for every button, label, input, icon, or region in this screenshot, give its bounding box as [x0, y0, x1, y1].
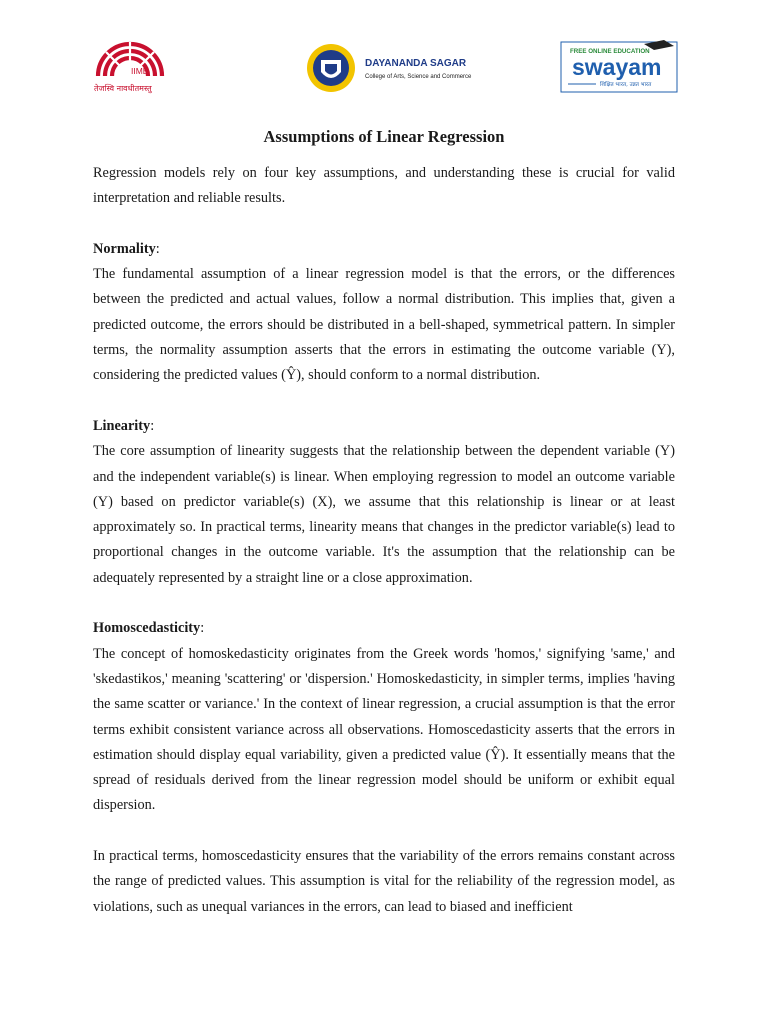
page-header [0, 38, 768, 100]
section-normality-heading: Normality: [93, 240, 160, 257]
document-title: Assumptions of Linear Regression [263, 127, 505, 146]
section-linearity-paragraph: The core assumption of linearity suggests that the relationship between the dependent variable (Y) and the independent variable(s) is linear. When employing regression to model an outcome variable (Y) based on predictor variable(s) (X), we assume that this relationship is linear or at least approximately so. In practical terms, linearity means that changes in the predictor variable(s) lead to proportional changes in the outcome variable. It's the assumption that the relationship can be adequately represented by a straight line or a close approximation. [93, 443, 675, 586]
section-homoscedasticity-heading: Homoscedasticity: [93, 620, 205, 637]
swayam-subtitle: शिक्षित भारत, उन्नत भारत [600, 82, 652, 88]
dayananda-crest-icon [303, 40, 489, 96]
intro-paragraph: Regression models rely on four key assumptions, and understanding these is crucial for valid interpretation and reliable results. [93, 165, 675, 207]
dayananda-sagar-logo [303, 40, 489, 96]
document-body [93, 161, 675, 920]
iimb-emblem-icon [90, 40, 170, 98]
iimb-abbr: IIMB [131, 66, 149, 76]
section-linearity-heading: Linearity: [93, 417, 155, 434]
section-homoscedasticity-paragraph-2: In practical terms, homoscedasticity ensures that the variability of the errors remains constant across the range of predicted values. This assumption is vital for the reliability of the regression model, as violations, such as unequal variances in the errors, can lead to biased and inefficient [93, 848, 675, 915]
section-normality-paragraph: The fundamental assumption of a linear regression model is that the errors, or the differences between the predicted and actual values, follow a normal distribution. This implies that, given a predicted outcome, the errors should be distributed in a bell-shaped, symmetrical pattern. In simpler terms, the normality assumption asserts that the errors in estimating the outcome variable (Y), considering the predicted values (Ŷ), should conform to a normal distribution. [93, 266, 675, 384]
swayam-logo [560, 38, 678, 94]
iimb-motto: तेजस्वि नावधीतमस्तु [94, 84, 152, 93]
iimb-logo [90, 40, 170, 98]
swayam-mark-icon [560, 38, 678, 94]
dayananda-name: DAYANANDA SAGAR [365, 58, 467, 69]
section-homoscedasticity-paragraph: The concept of homoskedasticity originates from the Greek words 'homos,' signifying 'same,' and 'skedastikos,' meaning 'scattering' or 'dispersion.' Homoskedasticity, in simpler terms, implies 'having the same scatter or variance.' In the context of linear regression, a crucial assumption is that the error terms exhibit consistent variance across all observations. Homoscedasticity asserts that the errors in estimation should display equal variability, given a predicted value (Ŷ). It essentially means that the spread of residuals derived from the linear regression model should be uniform or exhibit equal dispersion. [93, 645, 675, 814]
swayam-name: swayam [572, 54, 662, 80]
swayam-tagline: FREE ONLINE EDUCATION [570, 48, 650, 55]
dayananda-subtitle: College of Arts, Science and Commerce [365, 74, 472, 80]
